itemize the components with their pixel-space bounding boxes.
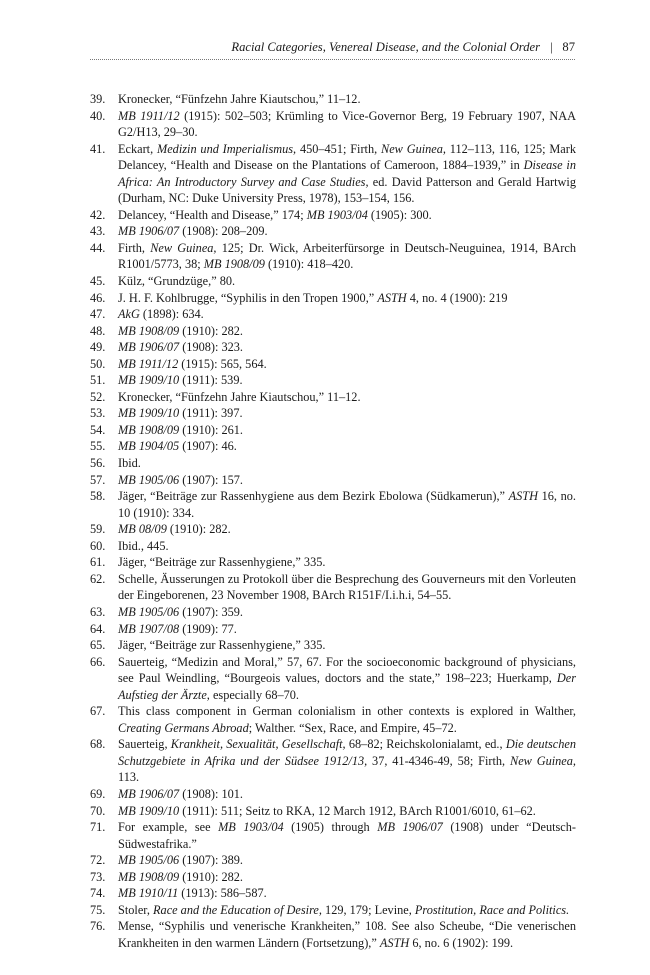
endnote-number: 43.	[90, 224, 106, 239]
endnote-number: 56.	[90, 456, 106, 471]
endnote-text	[118, 736, 576, 786]
endnote-italic-segment: MB 1906/07	[118, 224, 180, 239]
endnote-text	[118, 604, 576, 621]
endnote-number: 54.	[90, 422, 106, 437]
endnote-italic-segment: MB 1904/05	[118, 439, 180, 454]
endnote-segment: (1907): 46.	[179, 439, 237, 454]
endnote-italic-segment: New Guinea,	[381, 141, 446, 156]
endnote	[90, 852, 576, 869]
endnote-italic-segment: MB 1903/04	[306, 207, 368, 222]
endnote	[90, 521, 576, 538]
endnote-number: 69.	[90, 786, 106, 801]
endnote-segment: Ibid.	[118, 456, 141, 471]
endnote	[90, 240, 576, 273]
endnote-italic-segment: MB 1908/09	[118, 323, 180, 338]
endnote-text	[118, 786, 576, 803]
endnote	[90, 654, 576, 704]
endnote-segment: (1910): 261.	[179, 422, 244, 437]
endnote-segment: (1907): 389.	[179, 853, 244, 868]
endnote	[90, 323, 576, 340]
endnote-segment: (1909): 77.	[179, 621, 237, 636]
endnote-segment: (1907): 157.	[179, 472, 244, 487]
endnote-segment: (1910): 282.	[166, 522, 231, 537]
endnote-number: 51.	[90, 373, 106, 388]
endnote-segment: Külz, “Grundzüge,” 80.	[118, 274, 236, 289]
endnote-text	[118, 902, 576, 919]
endnote-segment: 450–451; Firth,	[296, 141, 382, 156]
endnote-number: 76.	[90, 919, 106, 934]
endnote-text	[118, 405, 576, 422]
endnote-number: 44.	[90, 240, 106, 255]
endnote-text	[118, 869, 576, 886]
endnote-segment: J. H. F. Kohlbrugge, “Syphilis in den Tropen 1900,”	[118, 290, 378, 305]
endnote-text	[118, 521, 576, 538]
endnote-segment: 6, no. 6 (1902): 199.	[409, 935, 514, 950]
endnote-segment: ed. David Patterson and Gerald Hartwig (Durham, NC: Duke University Press, 1978), 153–154, 156.	[118, 174, 576, 206]
endnote-italic-segment: Race and the Education of Desire,	[153, 902, 322, 917]
endnote-number: 47.	[90, 307, 106, 322]
endnote-number: 41.	[90, 141, 106, 156]
endnote	[90, 621, 576, 638]
endnote	[90, 372, 576, 389]
endnote-number: 52.	[90, 389, 106, 404]
endnote	[90, 273, 576, 290]
endnote-italic-segment: MB 1910/11	[118, 886, 179, 901]
endnote-italic-segment: MB 1908/09	[118, 869, 180, 884]
endnote	[90, 637, 576, 654]
endnote-italic-segment: MB 1911/12	[118, 108, 180, 123]
endnote-number: 58.	[90, 489, 106, 504]
endnote-number: 75.	[90, 902, 106, 917]
endnote-segment: Jäger, “Beiträge zur Rassenhygiene,” 335.	[118, 555, 326, 570]
endnote-segment: 68–82; Reichskolonialamt, ed.,	[345, 737, 506, 752]
endnote	[90, 108, 576, 141]
endnote-segment: Jäger, “Beiträge zur Rassenhygiene,” 335.	[118, 638, 326, 653]
endnote-segment: 125; Dr. Wick, Arbeiterfürsorge in Deutsch-Neuguinea, 1914, BArch R1001/5773, 38;	[118, 240, 576, 272]
endnote-text	[118, 339, 576, 356]
endnote	[90, 356, 576, 373]
endnote-segment: (1908): 208–209.	[179, 224, 268, 239]
endnote	[90, 306, 576, 323]
endnote-italic-segment: Creating Germans Abroad	[118, 720, 249, 735]
endnote	[90, 918, 576, 951]
endnote-segment: Stoler,	[118, 902, 154, 917]
endnote-italic-segment: MB 1909/10	[118, 373, 180, 388]
endnote-italic-segment: ASTH	[508, 489, 539, 504]
endnote-number: 60.	[90, 538, 106, 553]
endnote-segment: especially 68–70.	[209, 687, 300, 702]
endnote-text	[118, 306, 576, 323]
endnote	[90, 736, 576, 786]
endnote-number: 55.	[90, 439, 106, 454]
endnote-segment: (1911): 397.	[179, 406, 243, 421]
endnote-italic-segment: Die deutschen Schutzgebiete in Afrika und der Südsee 1912/13,	[118, 737, 576, 768]
endnote-text	[118, 819, 576, 852]
endnote-segment: 113.	[118, 770, 140, 785]
endnote	[90, 207, 576, 224]
endnote-text	[118, 356, 576, 373]
endnote-text	[118, 455, 576, 472]
endnote	[90, 488, 576, 521]
endnote-number: 66.	[90, 654, 106, 669]
endnote-italic-segment: MB 08/09	[118, 522, 167, 537]
endnote-number: 62.	[90, 571, 106, 586]
endnote-italic-segment: MB 1907/08	[118, 621, 180, 636]
endnote-segment: Sauerteig,	[118, 737, 171, 752]
endnote	[90, 405, 576, 422]
endnote-segment: Kronecker, “Fünfzehn Jahre Kiautschou,” 11–12.	[118, 389, 361, 404]
endnote	[90, 290, 576, 307]
endnote-segment: Eckart,	[118, 141, 157, 156]
endnote-italic-segment: MB 1905/06	[118, 853, 180, 868]
endnote-text	[118, 240, 576, 273]
endnote-text	[118, 372, 576, 389]
endnote-segment: (1905) through	[283, 820, 378, 835]
endnote-italic-segment: MB 1906/07	[118, 786, 180, 801]
endnote-segment: (1905): 300.	[367, 207, 432, 222]
running-title: Racial Categories, Venereal Disease, and the Colonial Order	[231, 40, 541, 54]
endnote-italic-segment: Disease in Africa: An Introductory Survey and Case Studies,	[118, 158, 576, 189]
endnote	[90, 223, 576, 240]
endnote-segment: (1911): 511; Seitz to RKA, 12 March 1912, BArch R1001/6010, 61–62.	[179, 803, 536, 818]
endnote	[90, 869, 576, 886]
endnote-number: 45.	[90, 274, 106, 289]
endnote	[90, 902, 576, 919]
endnote-number: 59.	[90, 522, 106, 537]
endnote-italic-segment: Krankheit, Sexualität, Gesellschaft,	[170, 737, 346, 752]
endnote-text	[118, 438, 576, 455]
endnote	[90, 703, 576, 736]
endnote	[90, 141, 576, 207]
endnote-text	[118, 554, 576, 571]
endnote-italic-segment: Der Aufstieg der Ärzte,	[118, 671, 576, 702]
endnote-segment: (1910): 418–420.	[264, 257, 354, 272]
endnote-number: 68.	[90, 737, 106, 752]
endnote-text	[118, 323, 576, 340]
endnote-italic-segment: MB 1908/09	[118, 422, 180, 437]
endnote-number: 39.	[90, 92, 106, 106]
endnote-text	[118, 654, 576, 704]
endnote-italic-segment: Prostitution, Race and Politics.	[414, 902, 570, 917]
endnote-italic-segment: ASTH	[379, 935, 410, 950]
endnote-number: 53.	[90, 406, 106, 421]
endnote	[90, 604, 576, 621]
endnote-number: 46.	[90, 290, 106, 305]
endnote-segment: (1898): 634.	[139, 307, 204, 322]
endnote-text	[118, 637, 576, 654]
endnote	[90, 786, 576, 803]
endnote-segment: Kronecker, “Fünfzehn Jahre Kiautschou,” 11–12.	[118, 92, 361, 106]
endnote-italic-segment: MB 1911/12	[118, 356, 179, 371]
endnote-text	[118, 273, 576, 290]
endnote-segment: 4, no. 4 (1900): 219	[406, 290, 508, 305]
endnote	[90, 803, 576, 820]
endnote-segment: 129, 179; Levine,	[321, 902, 415, 917]
endnote-text	[118, 918, 576, 951]
endnote-segment: (1907): 359.	[179, 604, 244, 619]
endnote-italic-segment: Medizin und Imperialismus,	[156, 141, 297, 156]
endnote-segment: 37, 41-4346-49, 58; Firth,	[367, 753, 510, 768]
endnote-text	[118, 852, 576, 869]
endnote-italic-segment: ASTH	[377, 290, 407, 305]
endnote-number: 40.	[90, 108, 106, 123]
endnote-segment: (1915): 502–503; Krümling to Vice-Governor Berg, 19 February 1907, NAA G2/H13, 29–30.	[118, 108, 576, 140]
endnote-number: 49.	[90, 340, 106, 355]
endnote-segment: (1910): 282.	[179, 869, 244, 884]
endnote-text	[118, 472, 576, 489]
endnote-segment: For example, see	[118, 820, 219, 835]
endnote-italic-segment: MB 1906/07	[377, 820, 443, 835]
endnote-segment: ; Walther. “Sex, Race, and Empire, 45–72.	[248, 720, 457, 735]
endnote-number: 50.	[90, 356, 106, 371]
endnote-segment: (1908): 323.	[179, 340, 244, 355]
endnote-number: 48.	[90, 323, 106, 338]
endnote-italic-segment: MB 1906/07	[118, 340, 180, 355]
page-number: 87	[562, 40, 575, 54]
header-separator: |	[549, 40, 553, 54]
endnote-number: 61.	[90, 555, 106, 570]
endnote-text	[118, 538, 576, 555]
endnote	[90, 438, 576, 455]
endnote-text	[118, 108, 576, 141]
endnote	[90, 885, 576, 902]
endnote-segment: Delancey, “Health and Disease,” 174;	[118, 207, 307, 222]
endnote-italic-segment: MB 1909/10	[118, 406, 180, 421]
endnote-italic-segment: New Guinea,	[510, 753, 576, 768]
endnote-text	[118, 223, 576, 240]
running-header-text	[231, 40, 575, 55]
endnote-segment: (1910): 282.	[179, 323, 244, 338]
endnote-text	[118, 91, 576, 108]
endnote-number: 73.	[90, 869, 106, 884]
endnote-italic-segment: AkG	[118, 307, 140, 322]
endnote-segment: Schelle, Äusserungen zu Protokoll über die Besprechung des Gouverneurs mit den Vorleuten der Eingeborenen, 23 November 1908, BArch R151F/I.i.h.i, 54–55.	[118, 571, 576, 603]
running-header	[90, 37, 575, 60]
endnote	[90, 455, 576, 472]
endnote-segment: Sauerteig, “Medizin and Moral,” 57, 67. For the socioeconomic background of physicians, see Paul Weindling, “Bourgeois values, doctors and the state,” 198–223; Huerkamp,	[118, 654, 576, 686]
endnote	[90, 422, 576, 439]
endnote-italic-segment: MB 1905/06	[118, 604, 180, 619]
endnote-number: 71.	[90, 820, 106, 835]
endnote-number: 64.	[90, 621, 106, 636]
endnote-segment: (1908): 101.	[179, 786, 244, 801]
endnote-italic-segment: New Guinea,	[150, 240, 217, 255]
endnote-text	[118, 389, 576, 406]
endnote-text	[118, 621, 576, 638]
endnote-segment: 16, no. 10 (1910): 334.	[118, 489, 576, 520]
endnote-segment: 112–113, 116, 125; Mark Delancey, “Health and Disease on the Plantations of Cameroon, 1884–1939,” in	[118, 141, 576, 173]
endnote-number: 74.	[90, 886, 106, 901]
endnotes-list	[90, 91, 576, 951]
endnote-segment: Ibid., 445.	[118, 538, 169, 553]
endnote-italic-segment: MB 1908/09	[203, 257, 265, 272]
endnote	[90, 571, 576, 604]
endnote-segment: (1908) under “Deutsch-Südwestafrika.”	[118, 820, 576, 851]
endnote	[90, 472, 576, 489]
endnote	[90, 389, 576, 406]
endnote-italic-segment: MB 1905/06	[118, 472, 180, 487]
endnote-number: 57.	[90, 472, 106, 487]
endnote-text	[118, 803, 576, 820]
endnote-text	[118, 290, 576, 307]
endnote-segment: (1911): 539.	[179, 373, 243, 388]
endnote-segment: Mense, “Syphilis und venerische Krankheiten,” 108. See also Scheube, “Die venerischen Krankheiten in den warmen Ländern (Fortsetzung),”	[118, 919, 576, 950]
endnote	[90, 554, 576, 571]
endnote	[90, 819, 576, 852]
endnote-text	[118, 141, 576, 207]
endnote-number: 65.	[90, 638, 106, 653]
endnote-segment: (1913): 586–587.	[178, 886, 267, 901]
endnote-segment: Jäger, “Beiträge zur Rassenhygiene aus dem Bezirk Ebolowa (Südkamerun),”	[118, 489, 509, 504]
endnote	[90, 538, 576, 555]
endnote	[90, 339, 576, 356]
endnote-text	[118, 422, 576, 439]
endnote	[90, 91, 576, 108]
endnote-number: 63.	[90, 604, 106, 619]
endnote-text	[118, 207, 576, 224]
endnote-segment: This class component in German colonialism in other contexts is explored in Walther,	[118, 704, 576, 719]
endnote-number: 67.	[90, 704, 106, 719]
endnote-segment: Firth,	[118, 240, 151, 255]
endnote-number: 70.	[90, 803, 106, 818]
endnote-text	[118, 488, 576, 521]
endnote-text	[118, 703, 576, 736]
endnote-number: 72.	[90, 853, 106, 868]
endnote-text	[118, 885, 576, 902]
endnote-text	[118, 571, 576, 604]
endnote-segment: (1915): 565, 564.	[178, 356, 267, 371]
endnote-italic-segment: MB 1903/04	[218, 820, 284, 835]
endnote-italic-segment: MB 1909/10	[118, 803, 180, 818]
endnote-number: 42.	[90, 207, 106, 222]
